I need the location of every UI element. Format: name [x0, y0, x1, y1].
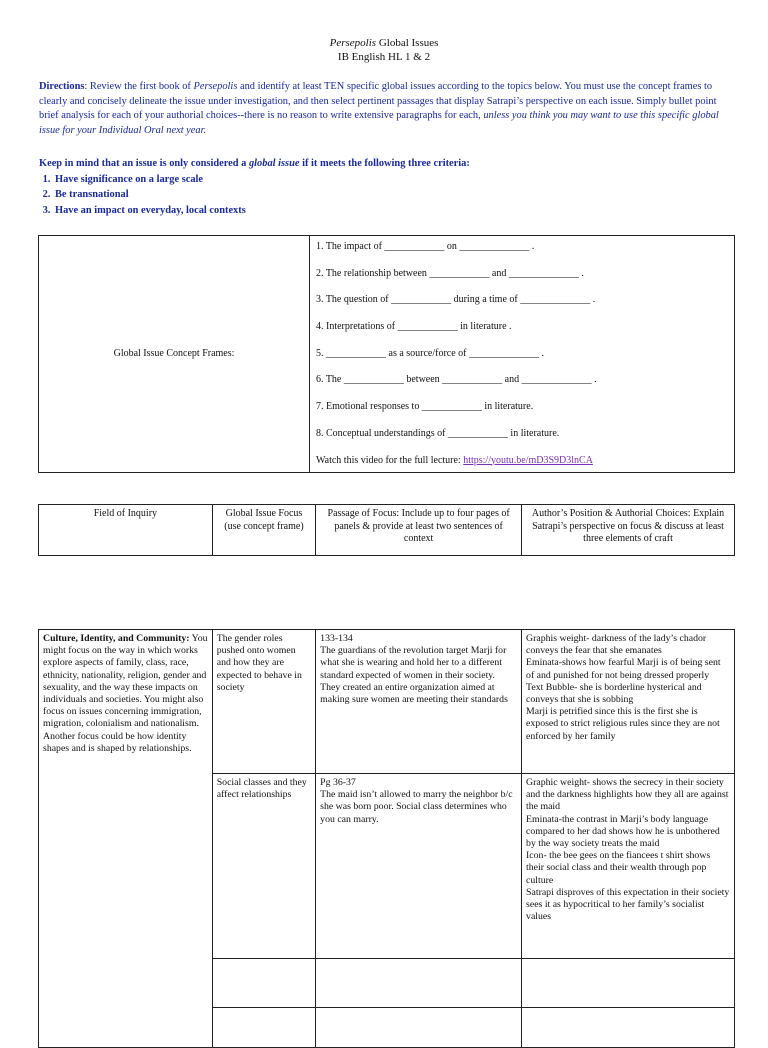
concept-frame-item: 8. Conceptual understandings of ____________ in literature. — [316, 427, 560, 439]
author-point: Text Bubble- she is borderline hysterical and conveys that she is sobbing — [526, 681, 702, 706]
directions-label: Directions — [39, 81, 85, 92]
directions-paragraph: Directions: Review the first book of Persepolis and identify at least TEN specific global issues according to the topics below. You must use the concept frames to clearly and concisely delineate the issue under investigation, and then select pertinent passages that display Satrapi’s perspective on each issue. Simply bullet point brief analysis for each of your authorial choices--there is no reason to write extensive paragraphs for each, unless you think you may want to use this specific global issue for your Individual Oral next year. — [39, 81, 719, 136]
field-description: You might focus on the way in which works explore aspects of family, class, race, ethnicity, nationality, religion, gender and sexuality, and the way these impacts on individuals and societies. You might also focus on issues concerning immigration, migration, colonialism and nationalism. Another focus could be how identity shapes and is shaped by relationships. — [43, 633, 208, 754]
author-point: Marji is petrified since this is the first she is exposed to strict religious rules since they are not enforced by her family — [526, 706, 720, 742]
criteria-intro: Keep in mind that an issue is only considered a global issue if it meets the following three criteria: — [39, 158, 470, 169]
concept-frame-item: 4. Interpretations of ____________ in literature . — [316, 321, 512, 333]
concept-frame-item: 3. The question of ____________ during a time of ______________ . — [316, 294, 596, 306]
analysis-table — [38, 629, 735, 1048]
empty-cell[interactable] — [316, 959, 522, 1008]
concept-frames-list — [310, 236, 735, 473]
empty-cell[interactable] — [522, 1008, 735, 1048]
empty-cell[interactable] — [522, 959, 735, 1008]
concept-frame-item: 1. The impact of ____________ on ______________ . — [316, 241, 535, 252]
author-cell — [522, 774, 735, 959]
author-point: Eminata-shows how fearful Marji is of being sent of and punished for not being dressed properly — [526, 657, 721, 681]
author-point: Graphic weight- shows the secrecy in their society and the darkness highlights how they all are against the maid — [526, 777, 729, 813]
field-title: Culture, Identity, and Community: — [43, 633, 190, 644]
criteria-list — [39, 172, 739, 219]
document-header — [0, 36, 768, 64]
criteria-item: 1. Have significance on a large scale — [53, 172, 739, 188]
author-point: Eminata-the contrast in Marji’s body language compared to her dad shows how he is unbothered by the way society treats the maid — [526, 813, 720, 850]
page-subtitle: IB English HL 1 & 2 — [337, 51, 431, 63]
passage-cell: 133-134 The guardians of the revolution target Marji for what she is wearing and hold her to a different standard expected of women in their society. They created an entire organization aimed at making sure women are meeting their standards — [316, 630, 522, 774]
criteria-item: 3. Have an impact on everyday, local contexts — [53, 203, 739, 219]
header-field-of-inquiry: Field of Inquiry — [39, 505, 213, 556]
concept-frames-label: Global Issue Concept Frames: — [39, 236, 310, 473]
video-link[interactable]: https://youtu.be/mD3S9D3lnCA — [463, 454, 593, 466]
empty-cell[interactable] — [212, 1008, 315, 1048]
table-row — [39, 630, 735, 774]
header-authors-position: Author’s Position & Authorial Choices: Explain Satrapi’s perspective on focus & discuss at least three elements of craft — [522, 505, 735, 556]
focus-cell: The gender roles pushed onto women and how they are expected to behave in society — [212, 630, 315, 774]
empty-cell[interactable] — [212, 959, 315, 1008]
concept-frame-item: 5. ____________ as a source/force of ______________ . — [316, 347, 545, 359]
header-global-issue-focus: Global Issue Focus (use concept frame) — [212, 505, 315, 556]
concept-frame-item: 2. The relationship between ____________ and ______________ . — [316, 267, 584, 279]
author-point: Graphis weight- darkness of the lady’s chador conveys the fear that she emanates — [526, 633, 707, 657]
directions-italic-note: unless you think you may want to use this specific global issue for your Individual Oral next year. — [39, 110, 719, 136]
criteria-item: 2. Be transnational — [53, 187, 739, 203]
author-point: Satrapi disproves of this expectation in their society sees it as hypocritical to her family’s socialist values — [526, 886, 730, 923]
page-title: Persepolis Global Issues — [329, 37, 439, 49]
concept-frames-table — [38, 235, 735, 473]
video-line: Watch this video for the full lecture: https://youtu.be/mD3S9D3lnCA — [316, 454, 593, 466]
focus-cell: Social classes and they affect relationships — [212, 774, 315, 959]
field-of-inquiry-cell — [39, 630, 213, 1048]
empty-cell[interactable] — [316, 1008, 522, 1048]
author-point: Icon- the bee gees on the fiancees t shirt shows their social class and their wealth through pop culture — [526, 850, 711, 886]
concept-frame-item: 7. Emotional responses to ____________ in literature. — [316, 401, 534, 413]
criteria-block — [39, 156, 739, 218]
author-cell — [522, 630, 735, 774]
concept-frame-item: 6. The ____________ between ____________ and ______________ . — [316, 374, 597, 386]
passage-cell: Pg 36-37 The maid isn’t allowed to marry the neighbor b/c she was born poor. Social class determines who you can marry. — [316, 774, 522, 959]
header-passage-of-focus: Passage of Focus: Include up to four pages of panels & provide at least two sentences of context — [316, 505, 522, 556]
column-header-table — [38, 504, 735, 556]
